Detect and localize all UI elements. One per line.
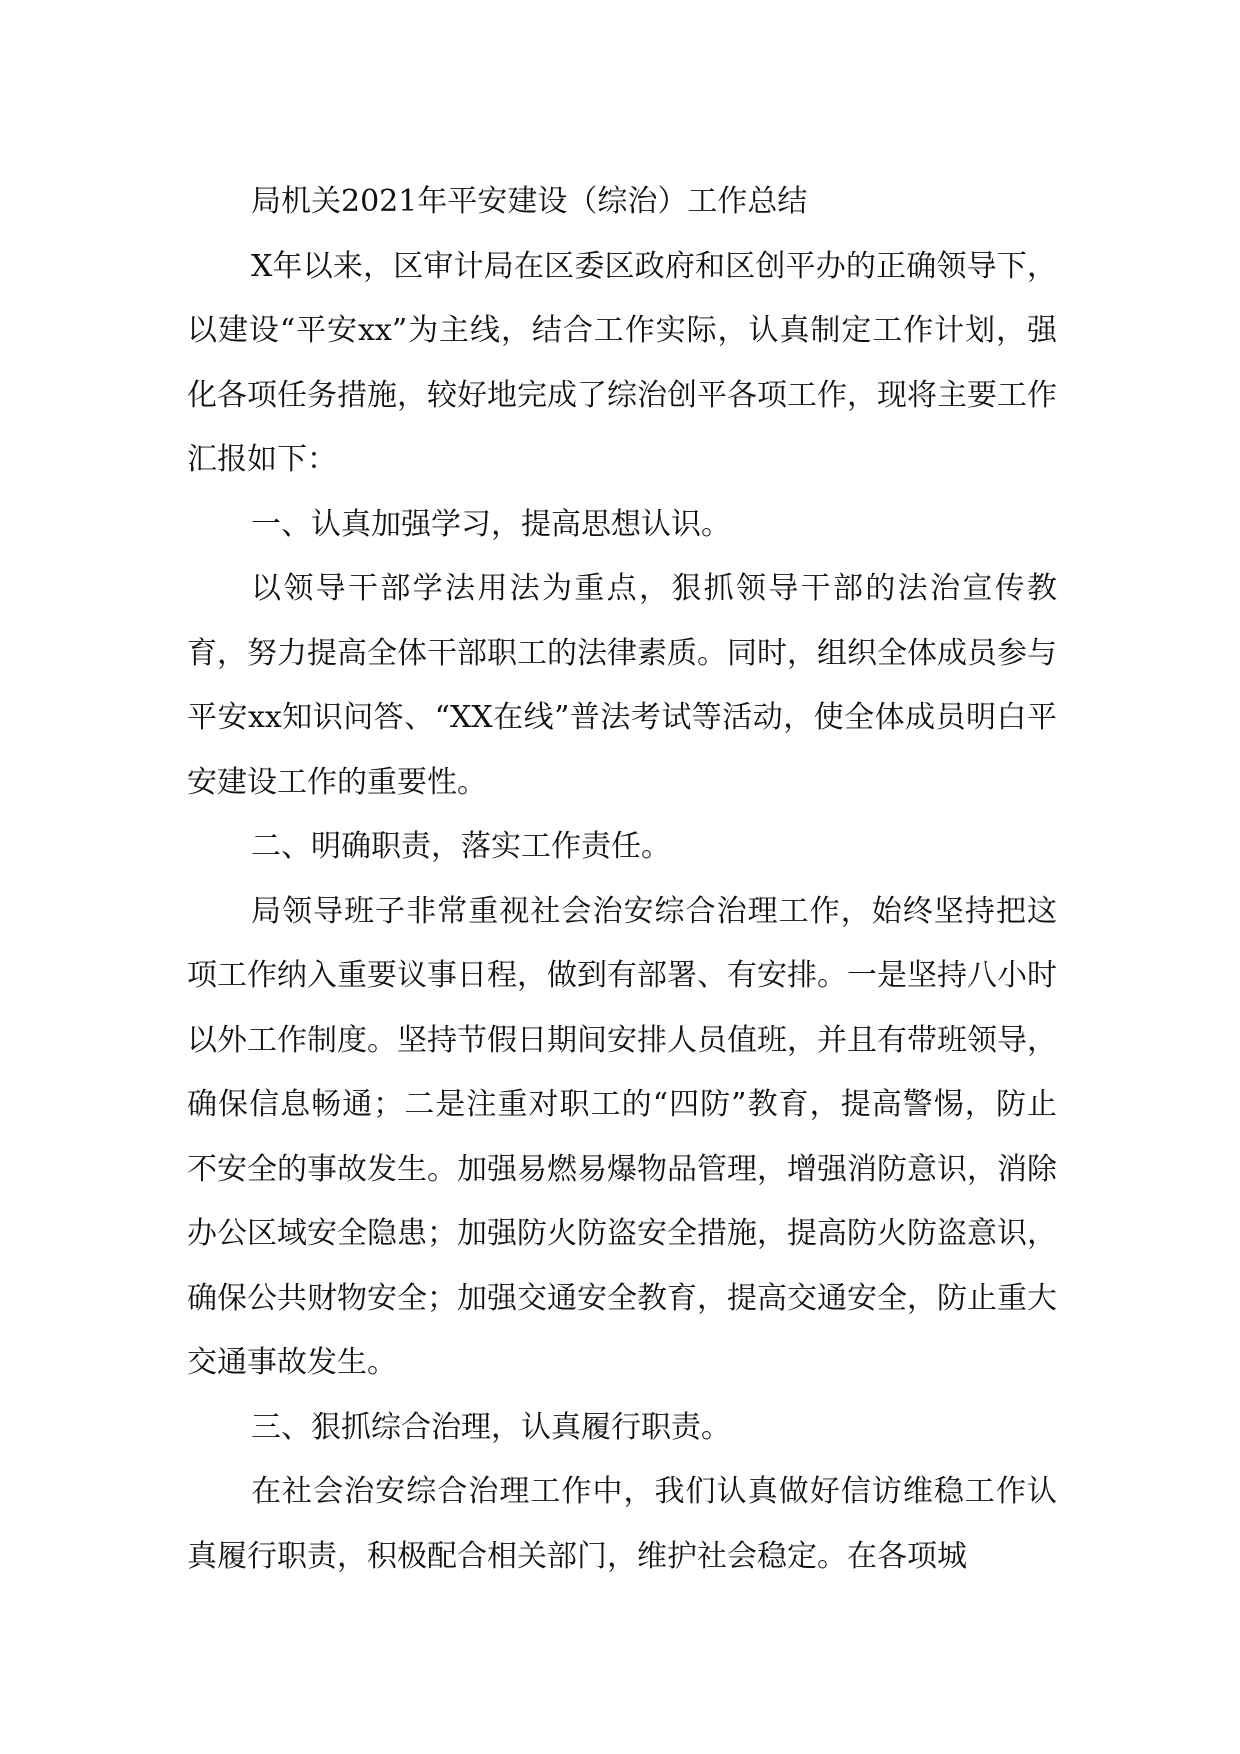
section-heading-3: 三、狠抓综合治理，认真履行职责。 bbox=[251, 1409, 731, 1445]
document-body bbox=[187, 170, 1057, 1589]
section-heading-1: 一、认真加强学习，提高思想认识。 bbox=[251, 506, 731, 542]
paragraph-section-2: 局领导班子非常重视社会治安综合治理工作，始终坚持把这项工作纳入重要议事日程，做到有部署、有安排。一是坚持八小时以外工作制度。坚持节假日期间安排人员值班，并且有带班领导，确保信息畅通；二是注重对职工的“四防”教育，提高警惕，防止不安全的事故发生。加强易燃易爆物品管理，增强消防意识，消除办公区域安全隐患；加强防火防盗安全措施，提高防火防盗意识，确保公共财物安全；加强交通安全教育，提高交通安全，防止重大交通事故发生。 bbox=[187, 893, 1057, 1380]
paragraph-intro: X年以来，区审计局在区委区政府和区创平办的正确领导下，以建设“平安xx”为主线，结合工作实际，认真制定工作计划，强化各项任务措施，较好地完成了综治创平各项工作，现将主要工作汇报如下： bbox=[187, 248, 1057, 477]
section-heading-2: 二、明确职责，落实工作责任。 bbox=[251, 829, 671, 864]
document-title: 局机关2021年平安建设（综治）工作总结 bbox=[251, 184, 808, 219]
paragraph-section-1: 以领导干部学法用法为重点，狠抓领导干部的法治宣传教育，努力提高全体干部职工的法律素质。同时，组织全体成员参与平安xx知识问答、“XX在线”普法考试等活动，使全体成员明白平安建设工作的重要性。 bbox=[187, 571, 1057, 800]
paragraph-section-3: 在社会治安综合治理工作中，我们认真做好信访维稳工作认真履行职责，积极配合相关部门，维护社会稳定。在各项城 bbox=[187, 1474, 1057, 1574]
